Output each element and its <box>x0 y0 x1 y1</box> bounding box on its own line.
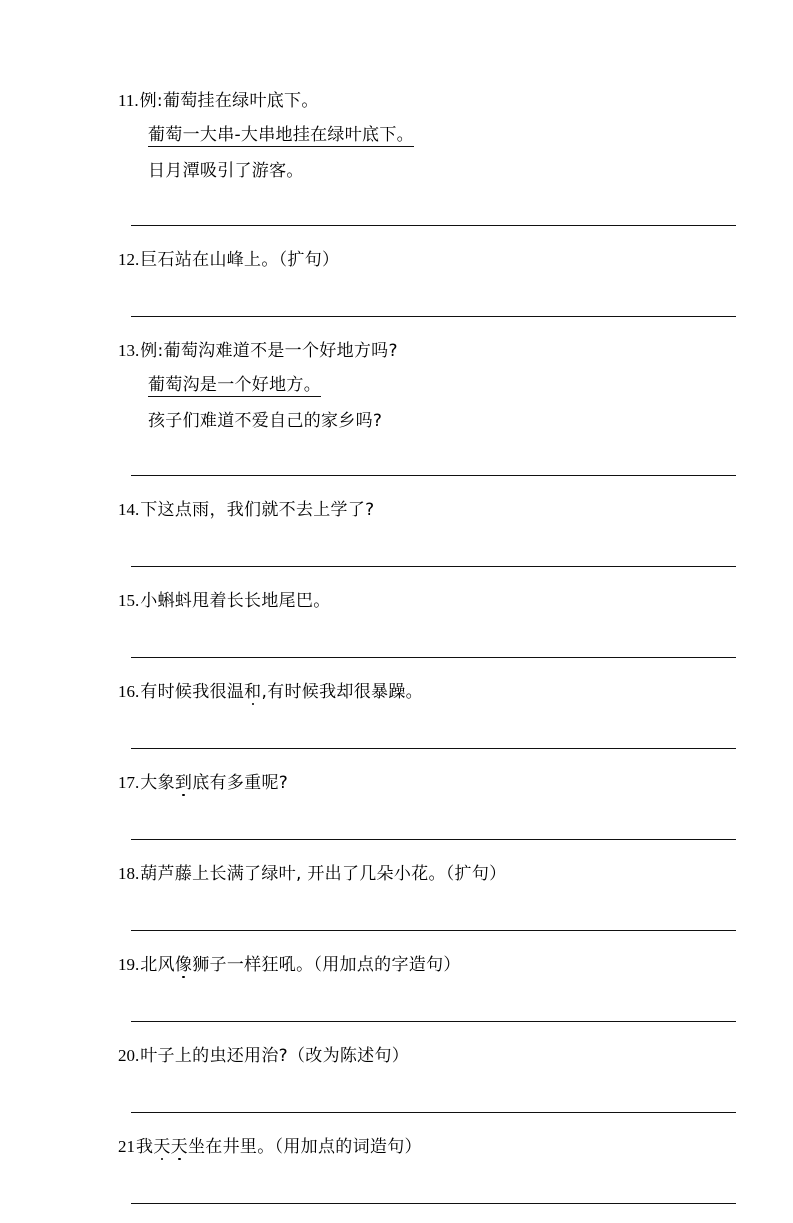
line-spacer <box>118 226 758 245</box>
exercise-item <box>118 768 758 859</box>
item-number: 13. <box>118 341 140 360</box>
exercise-question-row <box>118 245 758 270</box>
item-text: 有时候我很温和,有时候我却很暴躁。 <box>140 682 423 702</box>
exercise-item <box>118 495 758 586</box>
exercise-question-row <box>118 495 758 520</box>
line-spacer <box>118 1204 758 1223</box>
item-text: 小蝌蚪甩着长长地尾巴。 <box>140 591 331 611</box>
exercise-item <box>118 1132 758 1223</box>
item-number: 17. <box>118 773 140 792</box>
item-text: 巨石站在山峰上。（扩句） <box>140 250 340 270</box>
item-number: 20. <box>118 1046 140 1065</box>
answer-space <box>118 884 758 930</box>
exercise-list <box>118 86 758 1223</box>
exercise-item <box>118 86 758 245</box>
exercise-question-row <box>118 336 758 361</box>
practice-sentence-text: 孩子们难道不爱自己的家乡吗? <box>148 411 383 431</box>
exercise-question-row <box>118 1041 758 1066</box>
exercise-question-row <box>118 677 758 702</box>
example-answer-text: 葡萄一大串-大串地挂在绿叶底下。 <box>148 120 414 147</box>
item-text: 大象到底有多重呢? <box>140 773 289 793</box>
practice-sentence-text: 日月潭吸引了游客。 <box>148 161 304 181</box>
exercise-item <box>118 1041 758 1132</box>
answer-space <box>118 1157 758 1203</box>
line-spacer <box>118 840 758 859</box>
exercise-item <box>118 950 758 1041</box>
example-answer-row <box>118 370 758 397</box>
line-spacer <box>118 567 758 586</box>
line-spacer <box>118 476 758 495</box>
item-text: 葫芦藤上长满了绿叶, 开出了几朵小花。（扩句） <box>140 864 507 884</box>
line-spacer <box>118 658 758 677</box>
answer-space <box>118 1066 758 1112</box>
answer-space <box>118 520 758 566</box>
item-text: 我天天坐在井里。（用加点的词造句） <box>136 1137 422 1157</box>
exercise-question-row <box>118 586 758 611</box>
line-spacer <box>118 749 758 768</box>
exercise-item <box>118 586 758 677</box>
item-text: 例:葡萄挂在绿叶底下。 <box>139 91 319 111</box>
exercise-item <box>118 336 758 495</box>
item-number: 12. <box>118 250 140 269</box>
item-number: 11. <box>118 91 139 110</box>
answer-space <box>118 611 758 657</box>
item-text: 北风像狮子一样狂吼。（用加点的字造句） <box>140 955 461 975</box>
item-text: 下这点雨，我们就不去上学了? <box>140 500 375 520</box>
example-answer-text: 葡萄沟是一个好地方。 <box>148 370 321 397</box>
item-number: 18. <box>118 864 140 883</box>
answer-space <box>118 702 758 748</box>
example-answer-row <box>118 120 758 147</box>
answer-space <box>118 181 758 225</box>
exercise-item <box>118 677 758 768</box>
item-number: 21 <box>118 1137 135 1156</box>
item-number: 16. <box>118 682 140 701</box>
item-text: 叶子上的虫还用治?（改为陈述句） <box>140 1046 410 1066</box>
item-number: 15. <box>118 591 140 610</box>
exercise-item <box>118 245 758 336</box>
practice-sentence-row <box>118 406 758 431</box>
exercise-question-row <box>118 86 758 111</box>
item-number: 14. <box>118 500 140 519</box>
item-text: 例:葡萄沟难道不是一个好地方吗? <box>140 341 398 361</box>
exercise-question-row <box>118 950 758 975</box>
line-spacer <box>118 931 758 950</box>
exercise-question-row <box>118 1132 758 1157</box>
answer-space <box>118 431 758 475</box>
exercise-question-row <box>118 859 758 884</box>
exercise-item <box>118 859 758 950</box>
practice-sentence-row <box>118 156 758 181</box>
answer-space <box>118 975 758 1021</box>
line-spacer <box>118 1113 758 1132</box>
answer-space <box>118 270 758 316</box>
exercise-question-row <box>118 768 758 793</box>
line-spacer <box>118 1022 758 1041</box>
answer-space <box>118 793 758 839</box>
item-number: 19. <box>118 955 140 974</box>
line-spacer <box>118 317 758 336</box>
